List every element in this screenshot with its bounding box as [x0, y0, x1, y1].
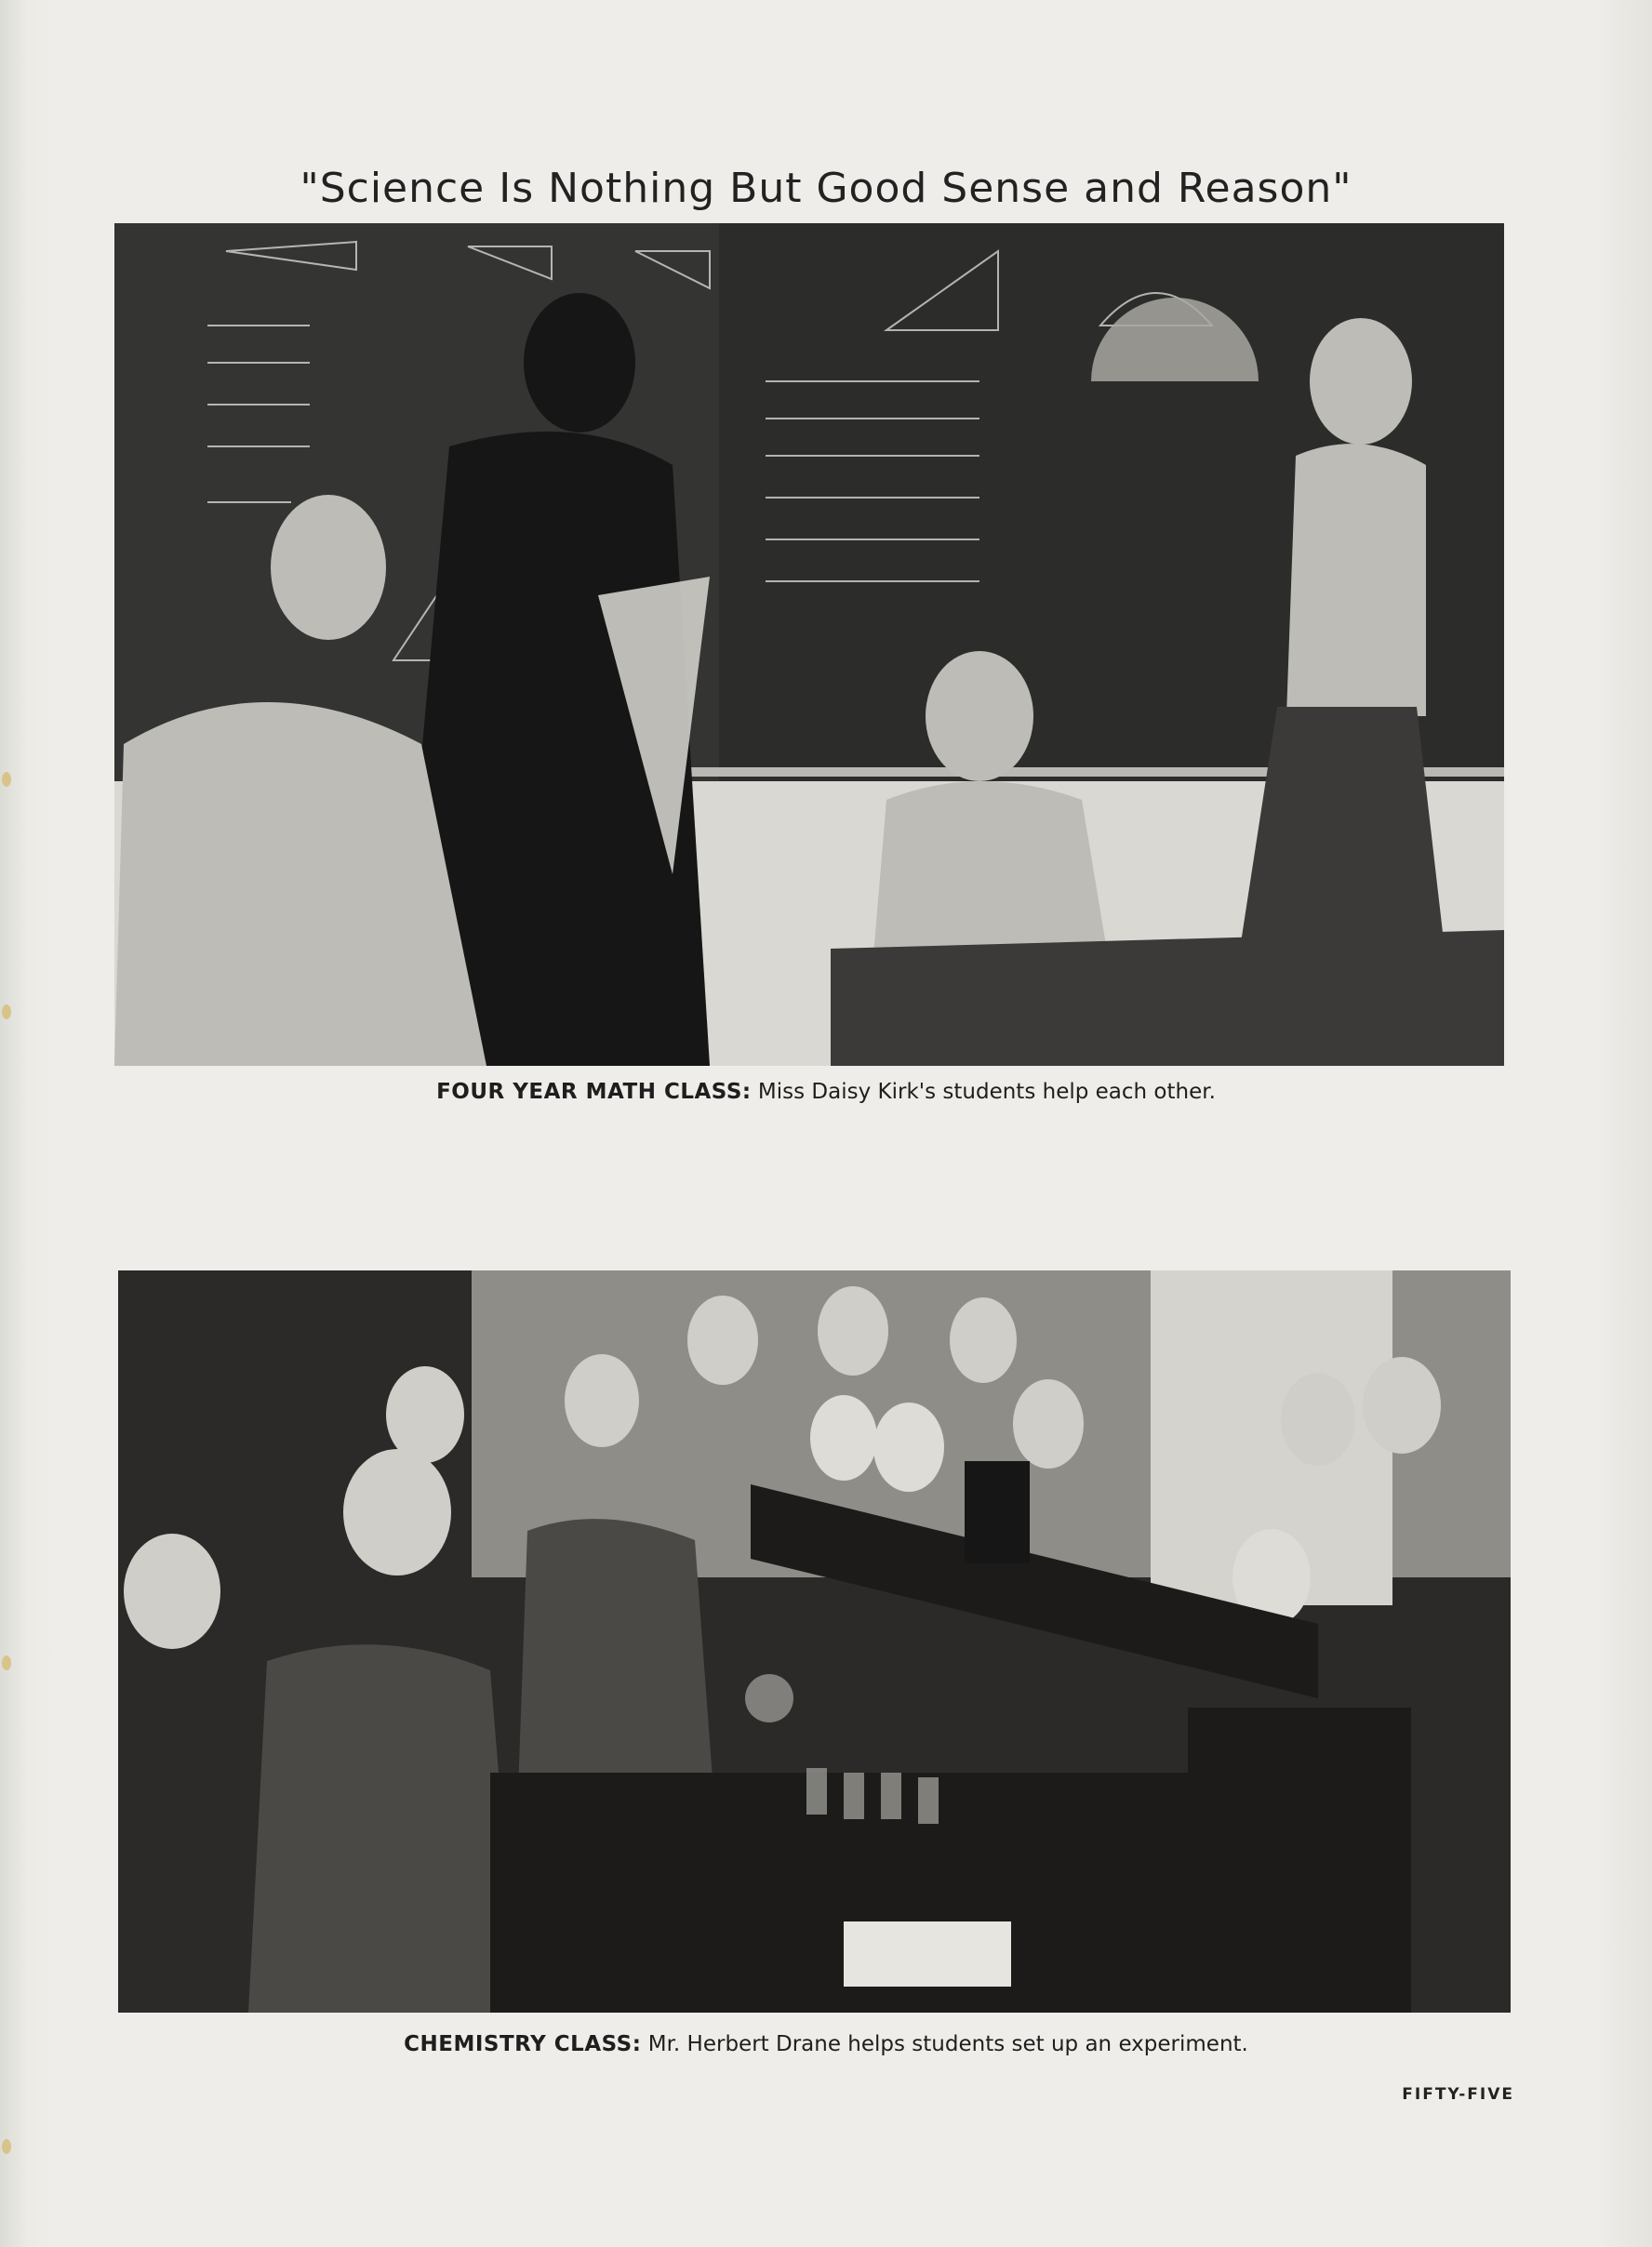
binding-mark — [2, 2139, 11, 2154]
math-class-photo — [114, 223, 1504, 1066]
caption-text: Mr. Herbert Drane helps students set up an experiment. — [641, 2032, 1248, 2056]
binding-mark — [2, 1655, 11, 1670]
caption-lead: CHEMISTRY CLASS: — [404, 2032, 642, 2056]
page-number: FIFTY-FIVE — [1402, 2085, 1514, 2104]
chemistry-class-caption — [0, 2032, 1652, 2056]
binding-mark — [2, 1004, 11, 1019]
chemistry-class-photo — [118, 1270, 1511, 2013]
caption-text: Miss Daisy Kirk's students help each other. — [751, 1080, 1216, 1104]
caption-lead: FOUR YEAR MATH CLASS: — [436, 1080, 752, 1104]
math-class-caption — [0, 1080, 1652, 1104]
page-title: "Science Is Nothing But Good Sense and Reason" — [300, 165, 1352, 213]
binding-mark — [2, 772, 11, 787]
